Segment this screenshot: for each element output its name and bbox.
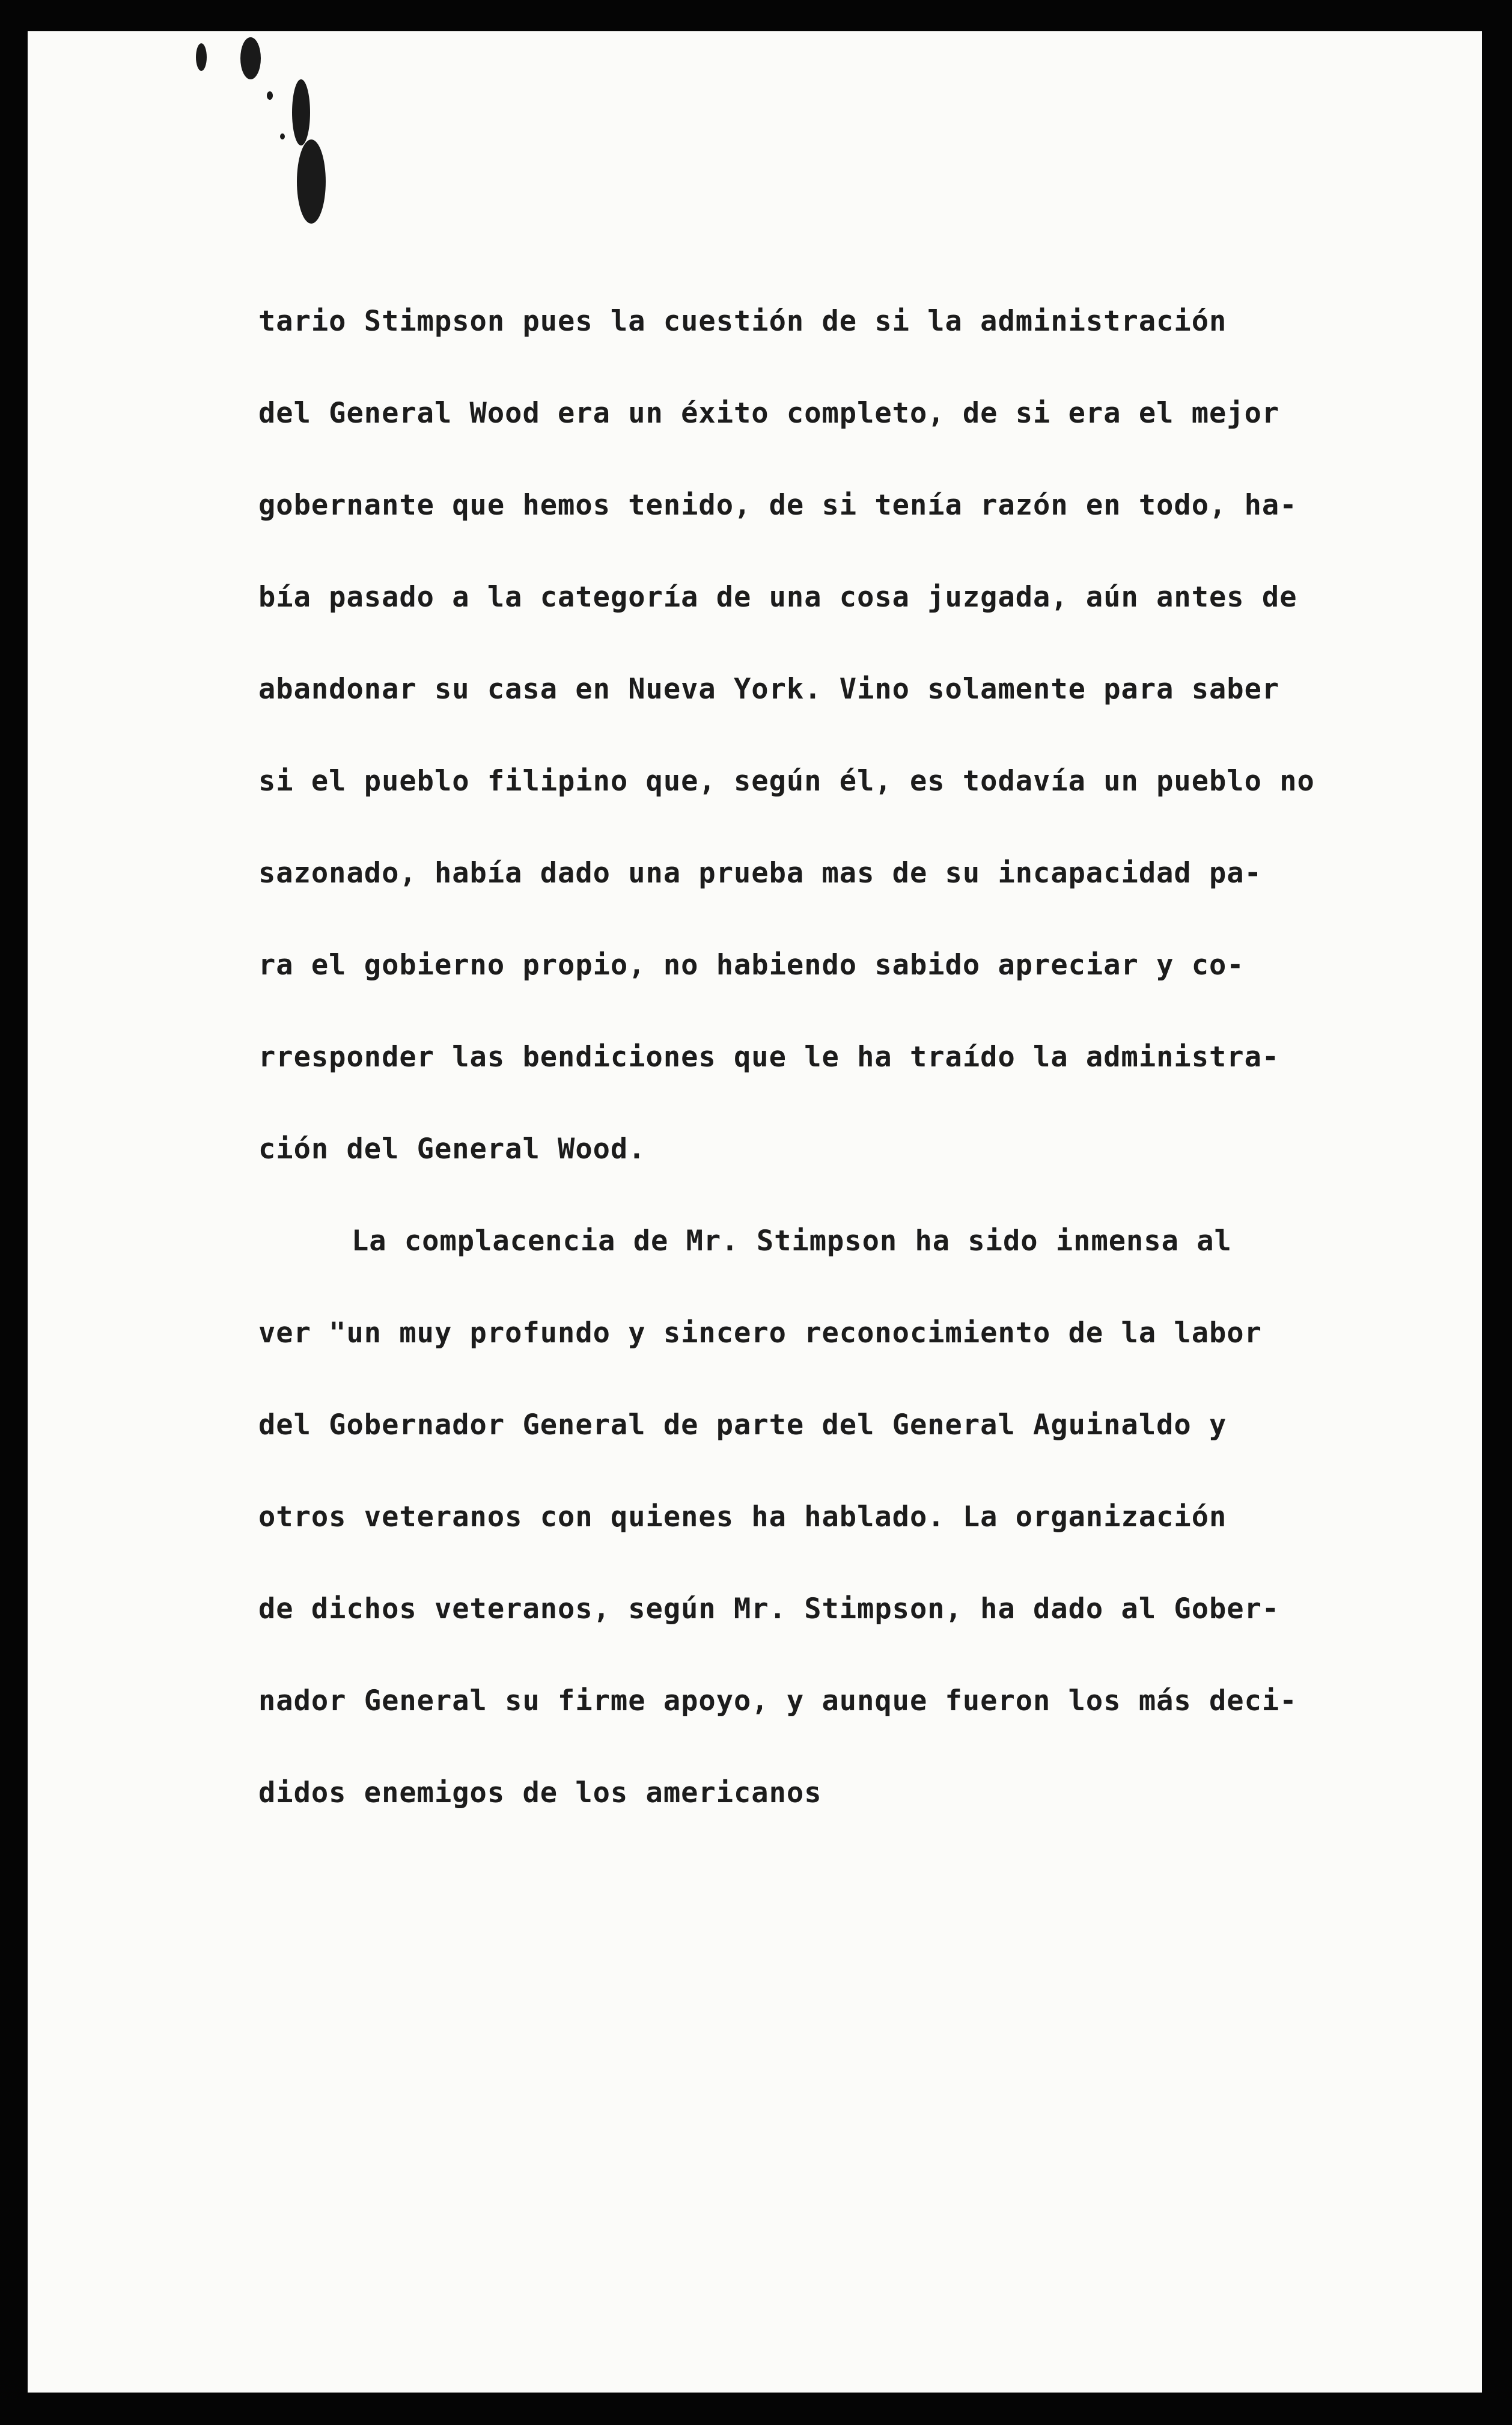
text-line: sazonado, había dado una prueba mas de su incapacidad pa- bbox=[258, 857, 1262, 890]
text-line: ra el gobierno propio, no habiendo sabido apreciar y co- bbox=[258, 949, 1245, 982]
text-line: didos enemigos de los americanos bbox=[258, 1776, 822, 1809]
ink-blot bbox=[240, 37, 261, 79]
paragraph bbox=[258, 295, 1400, 1214]
text-line: del General Wood era un éxito completo, de si era el mejor bbox=[258, 397, 1280, 430]
text-line: La complacencia de Mr. Stimpson ha sido inmensa al bbox=[352, 1225, 1232, 1258]
ink-blot bbox=[267, 91, 273, 100]
text-line: ver "un muy profundo y sincero reconocimiento de la labor bbox=[258, 1316, 1262, 1350]
text-line: otros veteranos con quienes ha hablado. La organización bbox=[258, 1500, 1227, 1534]
text-line: gobernante que hemos tenido, de si tenía razón en todo, ha- bbox=[258, 489, 1297, 522]
paragraph bbox=[258, 1214, 1400, 1858]
ink-blot bbox=[196, 43, 207, 71]
text-line: de dichos veteranos, según Mr. Stimpson, ha dado al Gober- bbox=[258, 1592, 1280, 1625]
text-line: tario Stimpson pues la cuestión de si la administración bbox=[258, 305, 1227, 338]
text-line: abandonar su casa en Nueva York. Vino solamente para saber bbox=[258, 673, 1280, 706]
text-line: rresponder las bendiciones que le ha traído la administra- bbox=[258, 1041, 1280, 1074]
text-line: bía pasado a la categoría de una cosa juzgada, aún antes de bbox=[258, 581, 1297, 614]
text-line: nador General su firme apoyo, y aunque fueron los más deci- bbox=[258, 1684, 1297, 1717]
text-line: del Gobernador General de parte del General Aguinaldo y bbox=[258, 1408, 1227, 1442]
ink-blot bbox=[280, 133, 285, 139]
ink-blot bbox=[292, 79, 310, 145]
text-line: si el pueblo filipino que, según él, es todavía un pueblo no bbox=[258, 765, 1315, 798]
text-line: ción del General Wood. bbox=[258, 1133, 646, 1166]
typed-text bbox=[258, 295, 1400, 1858]
ink-blot bbox=[297, 139, 326, 224]
